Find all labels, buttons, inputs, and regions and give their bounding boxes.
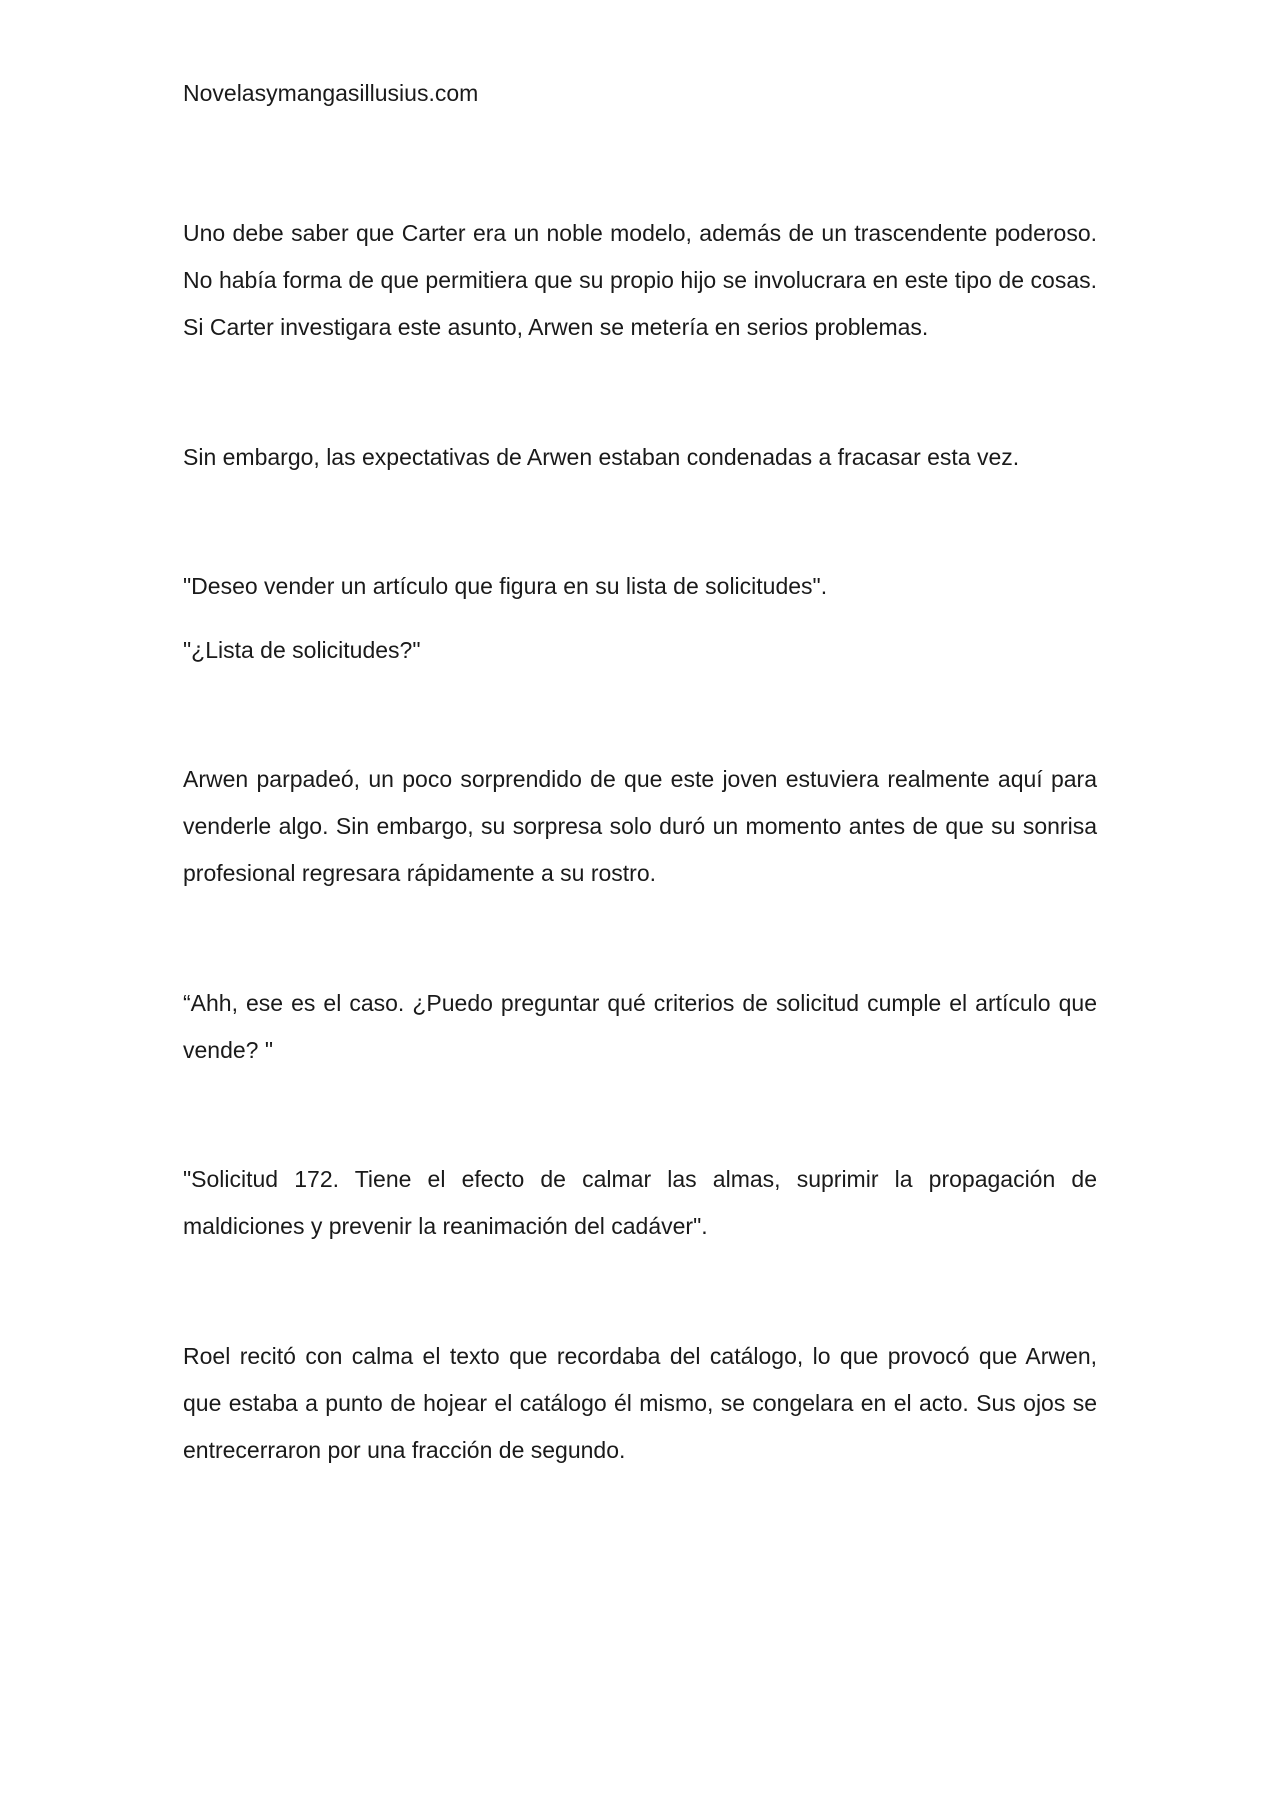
paragraph: Sin embargo, las expectativas de Arwen estaban condenadas a fracasar esta vez. — [183, 444, 1020, 470]
dialogue-line: "Deseo vender un artículo que figura en su lista de solicitudes". — [183, 573, 828, 599]
dialogue-line: “Ahh, ese es el caso. ¿Puedo preguntar qué criterios de solicitud cumple el artículo que vende? " — [183, 990, 1097, 1063]
dialogue-line: "Solicitud 172. Tiene el efecto de calmar las almas, suprimir la propagación de maldiciones y prevenir la reanimación del cadáver". — [183, 1166, 1097, 1239]
dialogue-line: "¿Lista de solicitudes?" — [183, 637, 421, 663]
site-header: Novelasymangasillusius.com — [183, 80, 479, 106]
paragraph: Arwen parpadeó, un poco sorprendido de que este joven estuviera realmente aquí para venderle algo. Sin embargo, su sorpresa solo duró un momento antes de que su sonrisa profesional regresara rápidamente a su rostro. — [183, 766, 1097, 886]
paragraph: Roel recitó con calma el texto que recordaba del catálogo, lo que provocó que Arwen, que estaba a punto de hojear el catálogo él mismo, se congelara en el acto. Sus ojos se entrecerraron por una fracción de segundo. — [183, 1343, 1097, 1463]
paragraph: Uno debe saber que Carter era un noble modelo, además de un trascendente poderoso. No había forma de que permitiera que su propio hijo se involucrara en este tipo de cosas. Si Carter investigara este asunto, Arwen se metería en serios problemas. — [183, 220, 1097, 340]
